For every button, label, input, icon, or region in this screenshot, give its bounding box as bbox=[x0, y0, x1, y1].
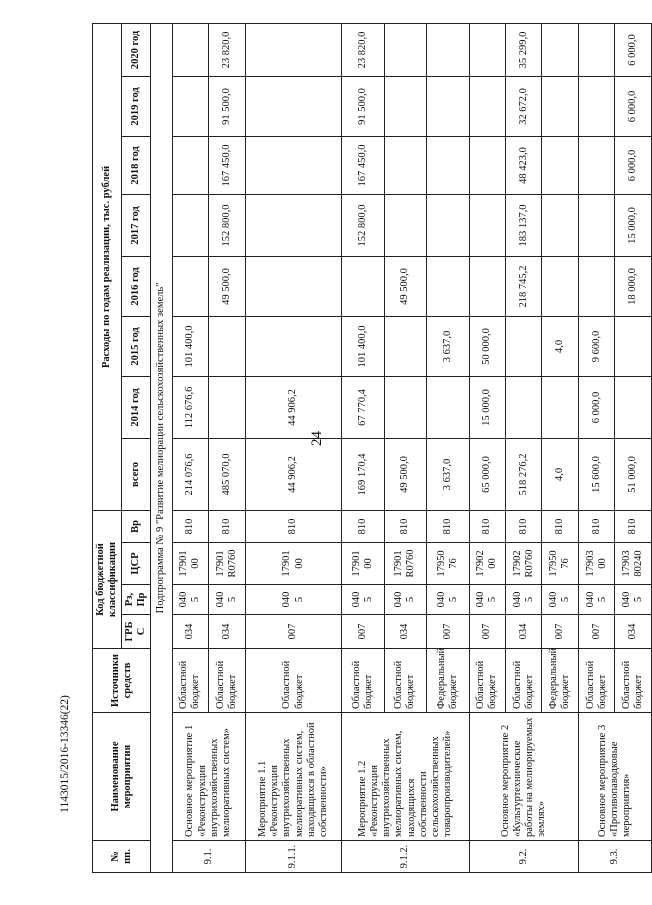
row-2015: 3 637,0 bbox=[427, 316, 469, 376]
row-2018 bbox=[172, 136, 208, 194]
header-grbs: ГРБ С bbox=[122, 615, 151, 649]
row-csr: 17902 R0760 bbox=[506, 543, 542, 585]
header-total: всего bbox=[122, 438, 151, 510]
row-source: Областной бюджет bbox=[578, 649, 614, 713]
row-2014: 67 770,4 bbox=[342, 376, 384, 438]
row-2020: 35 299,0 bbox=[506, 23, 542, 76]
row-csr: 17901 00 bbox=[342, 543, 384, 585]
header-2020: 2020 год bbox=[122, 23, 151, 76]
row-total: 169 170,4 bbox=[342, 438, 384, 510]
row-total: 518 276,2 bbox=[506, 438, 542, 510]
row-2014 bbox=[615, 376, 652, 438]
row-2015 bbox=[245, 316, 342, 376]
row-total: 15 600,0 bbox=[578, 438, 614, 510]
header-source: Источники средств bbox=[93, 649, 151, 713]
row-no: 9.3. bbox=[578, 841, 651, 873]
row-2016 bbox=[469, 256, 505, 316]
row-no: 9.1.2. bbox=[342, 841, 469, 873]
table-rotation-frame bbox=[92, 24, 652, 873]
header-rzpr: Рз, Пр bbox=[122, 585, 151, 615]
row-2014 bbox=[209, 376, 245, 438]
row-2017 bbox=[469, 194, 505, 256]
header-name: Наименование мероприятия bbox=[93, 713, 151, 841]
row-grbs: 007 bbox=[427, 615, 469, 649]
row-2016: 49 500,0 bbox=[209, 256, 245, 316]
row-2018: 167 450,0 bbox=[342, 136, 384, 194]
row-no: 9.1.1. bbox=[245, 841, 342, 873]
row-rzpr: 040 5 bbox=[469, 585, 505, 615]
row-2015 bbox=[506, 316, 542, 376]
row-2018 bbox=[427, 136, 469, 194]
row-2016 bbox=[172, 256, 208, 316]
row-grbs: 034 bbox=[384, 615, 426, 649]
row-csr: 17950 76 bbox=[427, 543, 469, 585]
row-rzpr: 040 5 bbox=[209, 585, 245, 615]
row-2017 bbox=[172, 194, 208, 256]
header-2014: 2014 год bbox=[122, 376, 151, 438]
row-rzpr: 040 5 bbox=[384, 585, 426, 615]
row-csr: 17903 80240 bbox=[615, 543, 652, 585]
row-name: Мероприятие 1.1 «Реконструкция внутрихозяйственных мелиоративных систем, находящихся в областной собственности» bbox=[245, 713, 342, 841]
row-2020 bbox=[427, 23, 469, 76]
header-vr: Вр bbox=[122, 510, 151, 542]
row-rzpr: 040 5 bbox=[342, 585, 384, 615]
row-2017: 152 800,0 bbox=[209, 194, 245, 256]
row-2016 bbox=[342, 256, 384, 316]
row-rzpr: 040 5 bbox=[427, 585, 469, 615]
row-csr: 17903 00 bbox=[578, 543, 614, 585]
row-vr: 810 bbox=[578, 510, 614, 542]
row-2016 bbox=[427, 256, 469, 316]
row-2015 bbox=[384, 316, 426, 376]
row-2017 bbox=[578, 194, 614, 256]
row-2015: 4,0 bbox=[542, 316, 578, 376]
row-grbs: 007 bbox=[342, 615, 384, 649]
row-total: 49 500,0 bbox=[384, 438, 426, 510]
row-csr: 17901 00 bbox=[172, 543, 208, 585]
row-rzpr: 040 5 bbox=[506, 585, 542, 615]
row-2017: 152 800,0 bbox=[342, 194, 384, 256]
row-grbs: 007 bbox=[578, 615, 614, 649]
row-2016 bbox=[542, 256, 578, 316]
row-total: 65 000,0 bbox=[469, 438, 505, 510]
row-grbs: 034 bbox=[209, 615, 245, 649]
row-source: Областной бюджет bbox=[245, 649, 342, 713]
row-2015: 101 400,0 bbox=[172, 316, 208, 376]
row-2019 bbox=[542, 76, 578, 136]
row-total: 51 000,0 bbox=[615, 438, 652, 510]
row-grbs: 034 bbox=[615, 615, 652, 649]
row-2020 bbox=[172, 23, 208, 76]
row-rzpr: 040 5 bbox=[542, 585, 578, 615]
header-2019: 2019 год bbox=[122, 76, 151, 136]
row-2018 bbox=[542, 136, 578, 194]
row-2017 bbox=[245, 194, 342, 256]
row-rzpr: 040 5 bbox=[578, 585, 614, 615]
table-row bbox=[342, 23, 384, 872]
row-2019: 32 672,0 bbox=[506, 76, 542, 136]
header-budget-code: Код бюджетной классификации bbox=[93, 510, 122, 648]
row-2020: 23 820,0 bbox=[209, 23, 245, 76]
row-2014 bbox=[542, 376, 578, 438]
row-rzpr: 040 5 bbox=[615, 585, 652, 615]
row-2014: 6 000,0 bbox=[578, 376, 614, 438]
row-vr: 810 bbox=[542, 510, 578, 542]
row-no: 9.2. bbox=[469, 841, 578, 873]
header-expenses: Расходы по годам реализации, тыс. рублей bbox=[93, 23, 122, 510]
row-grbs: 007 bbox=[469, 615, 505, 649]
row-2018: 48 423,0 bbox=[506, 136, 542, 194]
row-no: 9.1. bbox=[172, 841, 245, 873]
document-footer-id: 1143015/2016-13346(22) bbox=[58, 695, 71, 813]
row-2020: 23 820,0 bbox=[342, 23, 384, 76]
row-2019 bbox=[578, 76, 614, 136]
row-total: 485 070,0 bbox=[209, 438, 245, 510]
page-number: 24 bbox=[309, 431, 325, 446]
subprogram-title: Подпрограмма № 9 "Развитие мелиорации сельскохозяйственных земель" bbox=[151, 23, 172, 872]
row-2020 bbox=[384, 23, 426, 76]
header-2016: 2016 год bbox=[122, 256, 151, 316]
row-vr: 810 bbox=[615, 510, 652, 542]
row-vr: 810 bbox=[427, 510, 469, 542]
row-name: Мероприятие 1.2 «Реконструкция внутрихозяйственных мелиоративных систем, находящихся собственности сельскохозяйственных товаропроизводителей» bbox=[342, 713, 469, 841]
table-row bbox=[469, 23, 505, 872]
row-total: 214 076,6 bbox=[172, 438, 208, 510]
header-csr: ЦСР bbox=[122, 543, 151, 585]
row-vr: 810 bbox=[506, 510, 542, 542]
row-source: Областной бюджет bbox=[342, 649, 384, 713]
row-vr: 810 bbox=[342, 510, 384, 542]
header-2017: 2017 год bbox=[122, 194, 151, 256]
row-2018 bbox=[384, 136, 426, 194]
row-csr: 17901 R0760 bbox=[384, 543, 426, 585]
row-2014: 15 000,0 bbox=[469, 376, 505, 438]
row-2018 bbox=[578, 136, 614, 194]
row-2017: 15 000,0 bbox=[615, 194, 652, 256]
row-2019: 91 500,0 bbox=[209, 76, 245, 136]
row-2016: 218 745,2 bbox=[506, 256, 542, 316]
row-source: Областной бюджет bbox=[209, 649, 245, 713]
row-2016: 18 000,0 bbox=[615, 256, 652, 316]
row-source: Федеральный бюджет bbox=[542, 649, 578, 713]
row-2015: 50 000,0 bbox=[469, 316, 505, 376]
row-2016 bbox=[578, 256, 614, 316]
row-2015 bbox=[615, 316, 652, 376]
row-csr: 17902 00 bbox=[469, 543, 505, 585]
row-grbs: 007 bbox=[542, 615, 578, 649]
row-2015 bbox=[209, 316, 245, 376]
row-source: Областной бюджет bbox=[615, 649, 652, 713]
row-source: Областной бюджет bbox=[469, 649, 505, 713]
row-source: Федеральный бюджет bbox=[427, 649, 469, 713]
row-2016: 49 500,0 bbox=[384, 256, 426, 316]
row-2014 bbox=[506, 376, 542, 438]
row-csr: 17901 R0760 bbox=[209, 543, 245, 585]
row-vr: 810 bbox=[384, 510, 426, 542]
row-grbs: 007 bbox=[245, 615, 342, 649]
row-vr: 810 bbox=[245, 510, 342, 542]
table-row bbox=[245, 23, 342, 872]
row-2020 bbox=[469, 23, 505, 76]
row-vr: 810 bbox=[469, 510, 505, 542]
row-2020 bbox=[245, 23, 342, 76]
row-2019 bbox=[427, 76, 469, 136]
row-total: 44 906,2 bbox=[245, 438, 342, 510]
row-2018: 167 450,0 bbox=[209, 136, 245, 194]
row-2017 bbox=[427, 194, 469, 256]
row-name: Основное мероприятие 2 «Культуртехнические работы на мелиорируемых землях» bbox=[469, 713, 578, 841]
row-source: Областной бюджет bbox=[384, 649, 426, 713]
row-2018 bbox=[245, 136, 342, 194]
row-2019 bbox=[469, 76, 505, 136]
row-total: 3 637,0 bbox=[427, 438, 469, 510]
row-vr: 810 bbox=[172, 510, 208, 542]
table-rotated-content bbox=[92, 24, 652, 873]
row-2014: 44 906,2 bbox=[245, 376, 342, 438]
row-2015: 9 600,0 bbox=[578, 316, 614, 376]
row-2014: 112 676,6 bbox=[172, 376, 208, 438]
row-source: Областной бюджет bbox=[172, 649, 208, 713]
row-vr: 810 bbox=[209, 510, 245, 542]
row-name: Основное мероприятие 3 «Противопаводковые мероприятия» bbox=[578, 713, 651, 841]
row-2019 bbox=[245, 76, 342, 136]
expenses-table bbox=[92, 23, 652, 873]
row-rzpr: 040 5 bbox=[245, 585, 342, 615]
header-2015: 2015 год bbox=[122, 316, 151, 376]
row-grbs: 034 bbox=[506, 615, 542, 649]
row-2019 bbox=[384, 76, 426, 136]
table-row bbox=[172, 23, 208, 872]
row-name: Основное мероприятие 1 «Реконструкция внутрихозяйственных мелиоративных систем» bbox=[172, 713, 245, 841]
row-2018: 6 000,0 bbox=[615, 136, 652, 194]
row-2020: 6 000,0 bbox=[615, 23, 652, 76]
row-source: Областной бюджет bbox=[506, 649, 542, 713]
row-2018 bbox=[469, 136, 505, 194]
row-2017 bbox=[384, 194, 426, 256]
row-grbs: 034 bbox=[172, 615, 208, 649]
row-2020 bbox=[542, 23, 578, 76]
row-total: 4,0 bbox=[542, 438, 578, 510]
row-2015: 101 400,0 bbox=[342, 316, 384, 376]
row-csr: 17901 00 bbox=[245, 543, 342, 585]
row-2019 bbox=[172, 76, 208, 136]
row-2019: 6 000,0 bbox=[615, 76, 652, 136]
row-2020 bbox=[578, 23, 614, 76]
row-rzpr: 040 5 bbox=[172, 585, 208, 615]
header-no: № пп. bbox=[93, 841, 151, 873]
header-2018: 2018 год bbox=[122, 136, 151, 194]
row-2017 bbox=[542, 194, 578, 256]
row-2014 bbox=[384, 376, 426, 438]
row-2014 bbox=[427, 376, 469, 438]
row-csr: 17950 76 bbox=[542, 543, 578, 585]
row-2017: 183 137,0 bbox=[506, 194, 542, 256]
table-row bbox=[578, 23, 614, 872]
row-2019: 91 500,0 bbox=[342, 76, 384, 136]
row-2016 bbox=[245, 256, 342, 316]
